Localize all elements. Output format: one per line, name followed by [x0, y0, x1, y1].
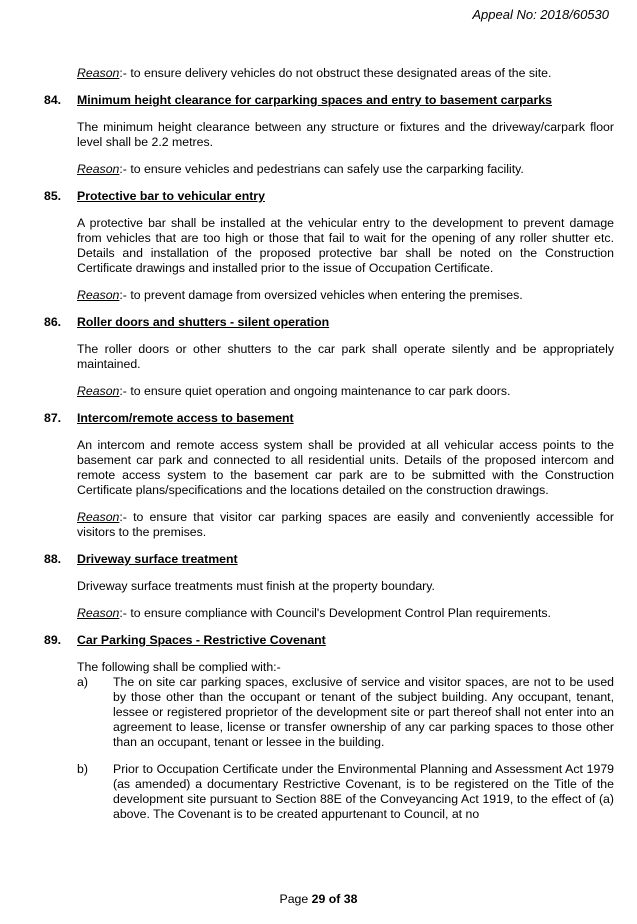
condition-body: A protective bar shall be installed at the vehicular entry to the development to prevent damage from vehicles that are too high or those that fail to wait for the opening of any roller shutter etc. Details and installation of the proposed protective bar shall be noted on the Construction Certificate drawings and installed prior to the issue of Occupation Certificate.: [77, 216, 614, 275]
reason-text: :- to ensure compliance with Council's Development Control Plan requirements.: [119, 606, 551, 620]
reason-label: Reason: [77, 66, 120, 80]
reason-paragraph: [77, 384, 614, 399]
reason-text: :- to ensure quiet operation and ongoing maintenance to car park doors.: [119, 384, 511, 398]
sub-item-letter: b): [77, 762, 88, 776]
condition-body: The minimum height clearance between any structure or fixtures and the driveway/carpark floor level shall be 2.2 metres.: [77, 120, 614, 149]
appeal-number: Appeal No: 2018/60530: [472, 7, 609, 22]
condition-number: 89.: [44, 633, 62, 647]
condition-body: The roller doors or other shutters to the car park shall operate silently and be appropriately maintained.: [77, 342, 614, 371]
sub-item: [77, 675, 614, 750]
condition-body: An intercom and remote access system shall be provided at all vehicular access points to the basement car park and connected to all residential units. Details of the proposed intercom and remote access system to the basement car park are to be submitted with the Construction Certificate plans/specifications and the locations detailed on the construction drawings.: [77, 438, 614, 497]
reason-label: Reason: [77, 510, 120, 524]
condition-title: Car Parking Spaces - Restrictive Covenant: [77, 633, 326, 647]
reason-paragraph: [77, 162, 614, 177]
sub-item-text: The on site car parking spaces, exclusive of service and visitor spaces, are not to be used by those other than the occupant or tenant of the subject building. Any occupant, tenant, lessee or registered proprietor of the development site or part thereof shall not enter into an agreement to lease, license or transfer ownership of any car parking spaces to those other than an occupant, tenant or lessee in the building.: [113, 675, 614, 749]
condition-heading: [44, 411, 614, 426]
condition-title: Intercom/remote access to basement: [77, 411, 294, 425]
condition-number: 84.: [44, 93, 62, 107]
sub-item: [77, 762, 614, 822]
reason-paragraph: [77, 510, 614, 540]
condition-intro: The following shall be complied with:-: [77, 660, 281, 674]
condition-title: Driveway surface treatment: [77, 552, 238, 566]
condition-number: 87.: [44, 411, 62, 425]
total-pages: 38: [343, 892, 358, 906]
reason-label: Reason: [77, 288, 120, 302]
condition-number: 88.: [44, 552, 62, 566]
reason-label: Reason: [77, 606, 120, 620]
reason-label: Reason: [77, 384, 120, 398]
document-body: [44, 66, 614, 822]
page-word: Page: [279, 892, 309, 906]
condition-heading: [44, 315, 614, 330]
reason-text: :- to ensure delivery vehicles do not obstruct these designated areas of the site.: [119, 66, 552, 80]
condition-number: 85.: [44, 189, 62, 203]
page-number: 29: [311, 892, 326, 906]
reason-text: :- to ensure vehicles and pedestrians can safely use the carparking facility.: [119, 162, 524, 176]
condition-heading: [44, 552, 614, 567]
condition-title: Minimum height clearance for carparking spaces and entry to basement carparks: [77, 93, 552, 107]
reason-text: :- to ensure that visitor car parking spaces are easily and conveniently accessible for visitors to the premises.: [77, 510, 614, 539]
condition-body: Driveway surface treatments must finish at the property boundary.: [77, 579, 435, 593]
condition-title: Roller doors and shutters - silent operation: [77, 315, 330, 329]
sub-item-letter: a): [77, 675, 88, 689]
reason-paragraph: [77, 288, 614, 303]
reason-paragraph: [77, 66, 614, 81]
condition-heading: [44, 93, 614, 108]
reason-paragraph: [77, 606, 614, 621]
page-footer: [0, 892, 637, 906]
condition-heading: [44, 633, 614, 648]
condition-number: 86.: [44, 315, 62, 329]
condition-title: Protective bar to vehicular entry: [77, 189, 265, 203]
of-word: of: [328, 892, 341, 906]
reason-label: Reason: [77, 162, 120, 176]
condition-heading: [44, 189, 614, 204]
reason-text: :- to prevent damage from oversized vehicles when entering the premises.: [119, 288, 523, 302]
sub-item-text: Prior to Occupation Certificate under the Environmental Planning and Assessment Act 1979 (as amended) a documentary Restrictive Covenant, is to be registered on the Title of the development site pursuant to Section 88E of the Conveyancing Act 1919, to the effect of (a) above. The Covenant is to be created appurtenant to Council, at no: [113, 762, 614, 821]
